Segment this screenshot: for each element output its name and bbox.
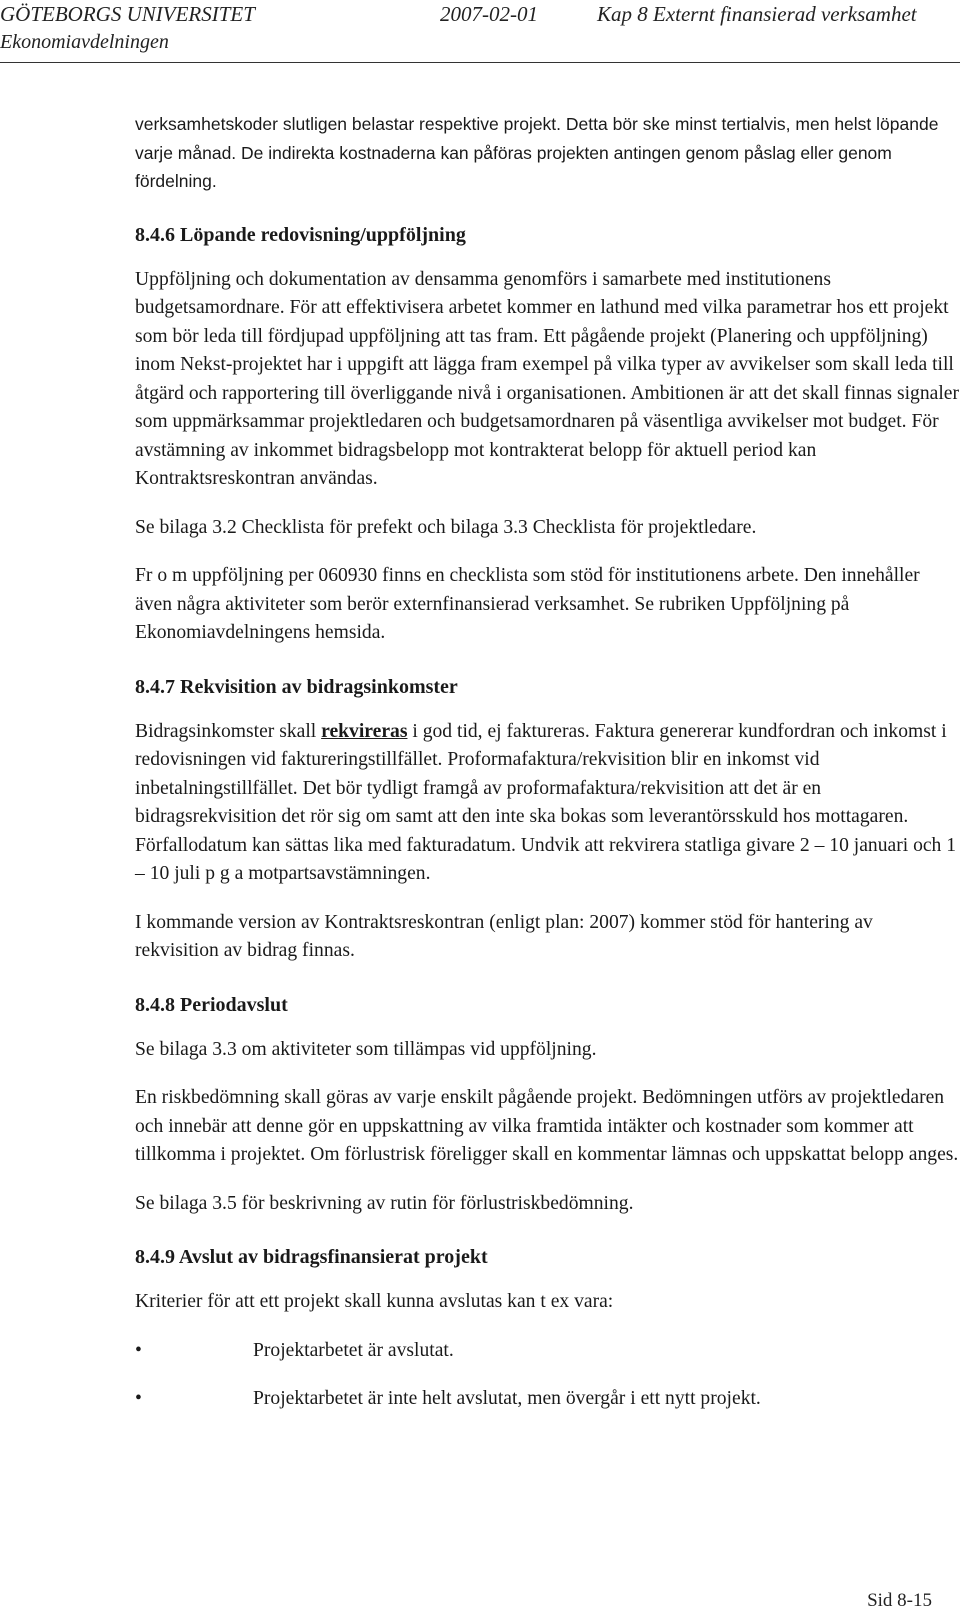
s848-paragraph-1: Se bilaga 3.3 om aktiviteter som tillämpas vid uppföljning. <box>135 1038 597 1060</box>
s846-paragraph-3: Fr o m uppföljning per 060930 finns en checklista som stöd för institutionens arbete. Den innehåller även några aktiviteter som berör externfinansierad verksamhet. Se rubriken Uppföljning på Ekonomiavdelningens hemsida. <box>135 565 920 643</box>
s847-text-after: i god tid, ej faktureras. Faktura genererar kundfordran och inkomst i redovisningen vid faktureringstillfället. Proformafaktura/rekvisition blir en inkomst vid inbetalningstillfället. Det bör tydligt framgå av proformafaktura/rekvisition att det är en bidragsrekvisition det rör sig om samt att den inte ska bokas som leverantörsskuld hos mottagaren. Förfallodatum kan sättas lika med fakturadatum. Undvik att rekvirera statliga givare 2 – 10 januari och 1 – 10 juli p g a motpartsavstämningen. <box>135 720 957 884</box>
header-date: 2007-02-01 <box>440 2 538 26</box>
section-heading-847: 8.4.7 Rekvisition av bidragsinkomster <box>135 675 458 698</box>
header-chapter: Kap 8 Externt finansierad verksamhet <box>597 2 917 26</box>
s848-paragraph-2: En riskbedömning skall göras av varje enskilt pågående projekt. Bedömningen utförs av projektledaren och innebär att denne gör en uppskattning av vilka framtida intäkter och kostnader som kommer att tillkomma i projektet. Om förlustrisk föreligger skall en kommentar lämnas och uppskattat belopp anges. <box>135 1087 959 1165</box>
list-item-text: Projektarbetet är avslutat. <box>253 1339 454 1361</box>
page-number: Sid 8-15 <box>867 1590 932 1611</box>
s849-paragraph-1: Kriterier för att ett projekt skall kunna avslutas kan t ex vara: <box>135 1291 614 1312</box>
section-heading-848: 8.4.8 Periodavslut <box>135 993 288 1016</box>
s846-paragraph-1: Uppföljning och dokumentation av densamma genomförs i samarbete med institutionens budgetsamordnare. För att effektivisera arbetet kommer en lathund med vilka parametrar hos ett projekt som bör leda till fördjupad uppföljning att tas fram. Ett pågående projekt (Planering och uppföljning) inom Nekst-projektet har i uppgift att lägga fram exempel på vilka typer av avvikelser som skall leda till åtgärd och rapportering till överliggande nivå i organisationen. Ambitionen är att det skall finnas signaler som uppmärksammar projektledaren och budgetsamordnaren på väsentliga avvikelser mot budget. För avstämning av inkommet bidragsbelopp mot kontrakterat belopp för aktuell period kan Kontraktsreskontran användas. <box>135 268 959 489</box>
document-body <box>135 110 960 1434</box>
s847-paragraph-1 <box>135 718 960 889</box>
bullet-icon: • <box>135 1388 142 1409</box>
header-divider <box>0 62 960 63</box>
list-item <box>135 1337 960 1366</box>
list-item-text: Projektarbetet är inte helt avslutat, men övergår i ett nytt projekt. <box>253 1388 761 1409</box>
s847-paragraph-2: I kommande version av Kontraktsreskontran (enligt plan: 2007) kommer stöd för hantering av rekvisition av bidrag finnas. <box>135 911 873 961</box>
section-heading-849: 8.4.9 Avslut av bidragsfinansierat projekt <box>135 1246 488 1268</box>
s848-paragraph-3: Se bilaga 3.5 för beskrivning av rutin för förlustriskbedömning. <box>135 1192 634 1214</box>
emphasized-word: rekvireras <box>321 720 408 742</box>
intro-paragraph: verksamhetskoder slutligen belastar respektive projekt. Detta bör ske minst tertialvis, men helst löpande varje månad. De indirekta kostnaderna kan påföras projekten antingen genom påslag eller genom fördelning. <box>135 114 939 191</box>
page-header <box>0 0 960 72</box>
header-department: Ekonomiavdelningen <box>0 31 169 53</box>
header-university: GÖTEBORGS UNIVERSITET <box>0 2 255 26</box>
s846-paragraph-2: Se bilaga 3.2 Checklista för prefekt och bilaga 3.3 Checklista för projektledare. <box>135 516 757 538</box>
criteria-list <box>135 1337 960 1414</box>
bullet-icon: • <box>135 1339 142 1361</box>
s847-text-before: Bidragsinkomster skall <box>135 720 322 742</box>
list-item <box>135 1385 960 1414</box>
section-heading-846: 8.4.6 Löpande redovisning/uppföljning <box>135 223 466 246</box>
